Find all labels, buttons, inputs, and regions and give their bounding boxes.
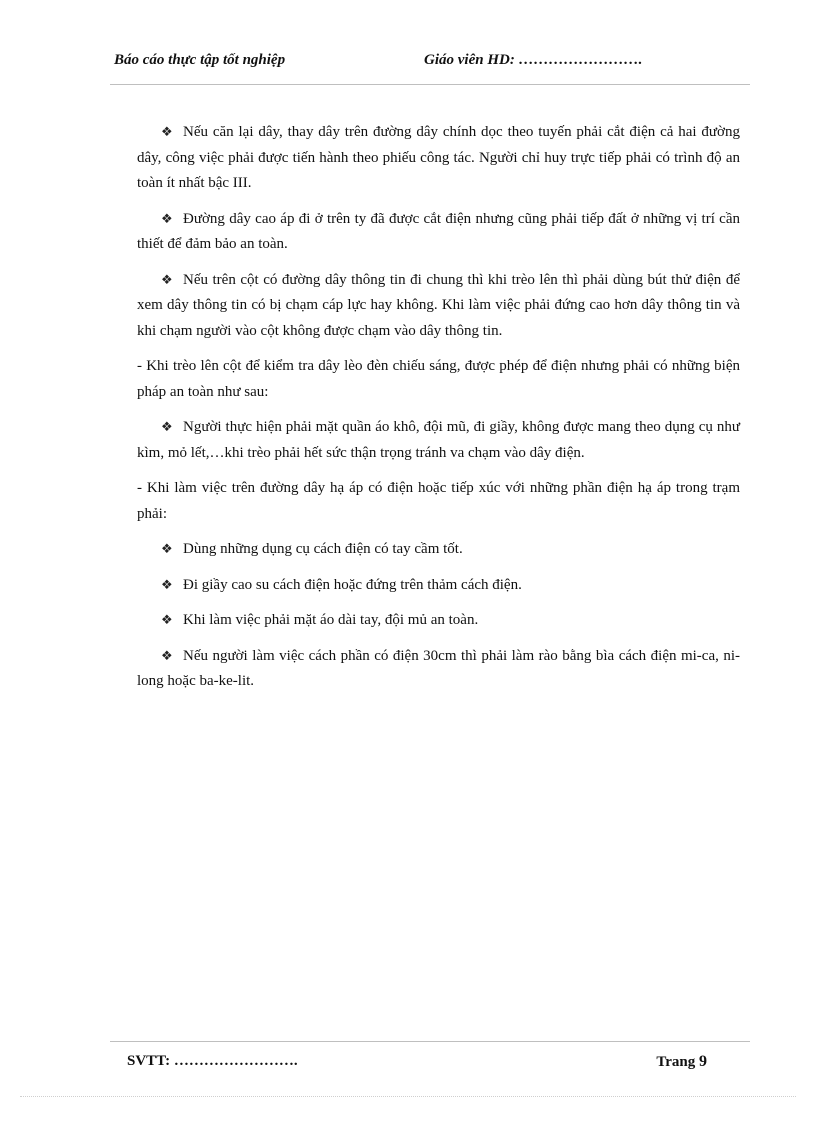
paragraph-7 bbox=[137, 537, 740, 563]
paragraph-text: Nếu trên cột có đường dây thông tin đi chung thì khi trèo lên thì phải dùng bút thử điện để xem dây thông tin có bị chạm cáp lực hay không. Khi làm việc phải đứng cao hơn dây thông tin và khi chạm người vào cột không được chạm vào dây thông tin. bbox=[137, 271, 740, 339]
advisor-field: Giáo viên HD: ……………………. bbox=[424, 52, 643, 68]
document-body bbox=[137, 120, 740, 705]
page-header bbox=[114, 52, 704, 74]
paragraph-text: Khi làm việc phải mặt áo dài tay, đội mủ an toàn. bbox=[183, 612, 479, 628]
student-field: SVTT: ……………………. bbox=[127, 1053, 298, 1069]
page-label: Trang bbox=[656, 1054, 696, 1070]
diamond-bullet-icon: ❖ bbox=[161, 542, 173, 557]
paragraph-8 bbox=[137, 573, 740, 599]
diamond-bullet-icon: ❖ bbox=[161, 272, 173, 288]
paragraph-text: Nếu căn lại dây, thay dây trên đường dây chính dọc theo tuyến phải cắt điện cả hai đường dây, công việc phải được tiến hành theo phiếu công tác. Người chỉ huy trực tiếp phải có trình độ an toàn ít nhất bậc III. bbox=[137, 124, 740, 191]
paragraph-4 bbox=[137, 354, 740, 405]
footer-divider bbox=[110, 1041, 750, 1042]
page-edge-dotted-line bbox=[20, 1096, 796, 1097]
diamond-bullet-icon: ❖ bbox=[161, 420, 173, 435]
paragraph-10 bbox=[137, 644, 740, 695]
page-number: 9 bbox=[699, 1053, 707, 1070]
diamond-bullet-icon: ❖ bbox=[161, 648, 173, 664]
header-divider bbox=[110, 84, 750, 85]
paragraph-6 bbox=[137, 476, 740, 527]
page-indicator bbox=[656, 1053, 707, 1071]
report-title: Báo cáo thực tập tốt nghiệp bbox=[114, 52, 286, 68]
paragraph-text: Đi giầy cao su cách điện hoặc đứng trên thảm cách điện. bbox=[183, 576, 522, 593]
diamond-bullet-icon: ❖ bbox=[161, 211, 173, 227]
paragraph-text: Dùng những dụng cụ cách điện có tay cầm tốt. bbox=[183, 541, 463, 557]
paragraph-5 bbox=[137, 415, 740, 466]
paragraph-1 bbox=[137, 120, 740, 197]
paragraph-text: Đường dây cao áp đi ở trên ty đã được cắt điện nhưng cũng phải tiếp đất ở những vị trí cần thiết để đảm bảo an toàn. bbox=[137, 210, 740, 252]
paragraph-text: - Khi làm việc trên đường dây hạ áp có điện hoặc tiếp xúc với những phần điện hạ áp trong trạm phải: bbox=[137, 480, 740, 522]
diamond-bullet-icon: ❖ bbox=[161, 125, 173, 140]
diamond-bullet-icon: ❖ bbox=[161, 613, 173, 628]
diamond-bullet-icon: ❖ bbox=[161, 577, 173, 593]
paragraph-text: Người thực hiện phải mặt quần áo khô, đội mũ, đi giầy, không được mang theo dụng cụ như kìm, mỏ lết,…khi trèo phải hết sức thận trọng tránh va chạm vào dây điện. bbox=[137, 419, 740, 461]
paragraph-3 bbox=[137, 268, 740, 345]
paragraph-text: Nếu người làm việc cách phần có điện 30cm thì phải làm rào bằng bìa cách điện mi-ca, ni-long hoặc ba-ke-lit. bbox=[137, 647, 740, 689]
paragraph-9 bbox=[137, 608, 740, 634]
paragraph-text: - Khi trèo lên cột để kiểm tra dây lèo đèn chiếu sáng, được phép để điện nhưng phải có những biện pháp an toàn như sau: bbox=[137, 358, 740, 400]
paragraph-2 bbox=[137, 207, 740, 258]
